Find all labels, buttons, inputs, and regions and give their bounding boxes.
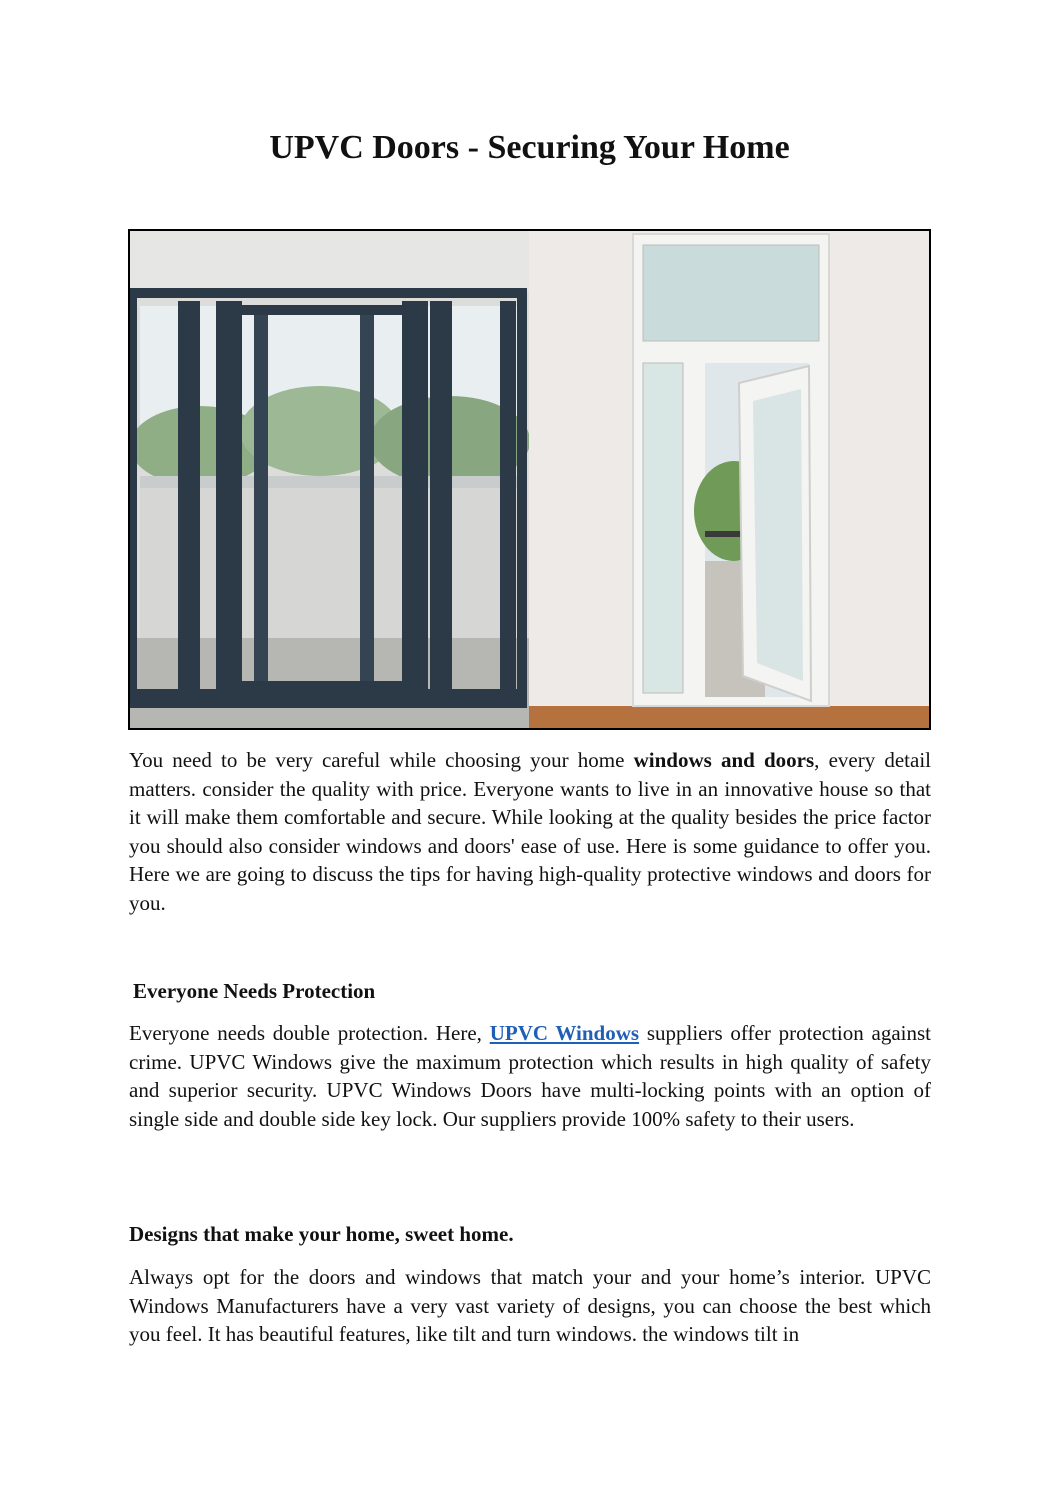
protection-paragraph	[129, 1019, 931, 1133]
sliding-door-image	[130, 231, 529, 728]
page-title: UPVC Doors - Securing Your Home	[269, 129, 790, 166]
section-heading-protection: Everyone Needs Protection	[133, 979, 376, 1003]
white-door-image	[529, 231, 929, 728]
door-photo	[128, 229, 931, 730]
intro-bold-phrase: windows and doors	[633, 748, 815, 772]
protection-text-end: suppliers offer protection against crime. UPVC Windows give the maximum protection which results in high quality of safety and superior security. UPVC Windows Doors have multi-locking points with an option of single side and double side key lock. Our suppliers provide 100% safety to their users.	[129, 1021, 932, 1131]
intro-paragraph	[129, 746, 931, 917]
upvc-windows-link[interactable]: UPVC Windows	[489, 1021, 640, 1045]
intro-text-end: , every detail matters. consider the quality with price. Everyone wants to live in an innovative house so that it will make them comfortable and secure. While looking at the quality besides the price factor you should also consider windows and doors' ease of use. Here is some guidance to offer you. Here we are going to discuss the tips for having high-quality protective windows and doors for you.	[129, 748, 932, 915]
section-heading-designs: Designs that make your home, sweet home.	[129, 1222, 514, 1246]
intro-text-start: You need to be very careful while choosing your home	[129, 748, 634, 772]
protection-text-start: Everyone needs double protection. Here,	[129, 1021, 490, 1045]
designs-paragraph: Always opt for the doors and windows that match your and your home’s interior. UPVC Windows Manufacturers have a very vast variety of designs, you can choose the best which you feel. It has beautiful features, like tilt and turn windows. the windows tilt in	[129, 1265, 931, 1346]
